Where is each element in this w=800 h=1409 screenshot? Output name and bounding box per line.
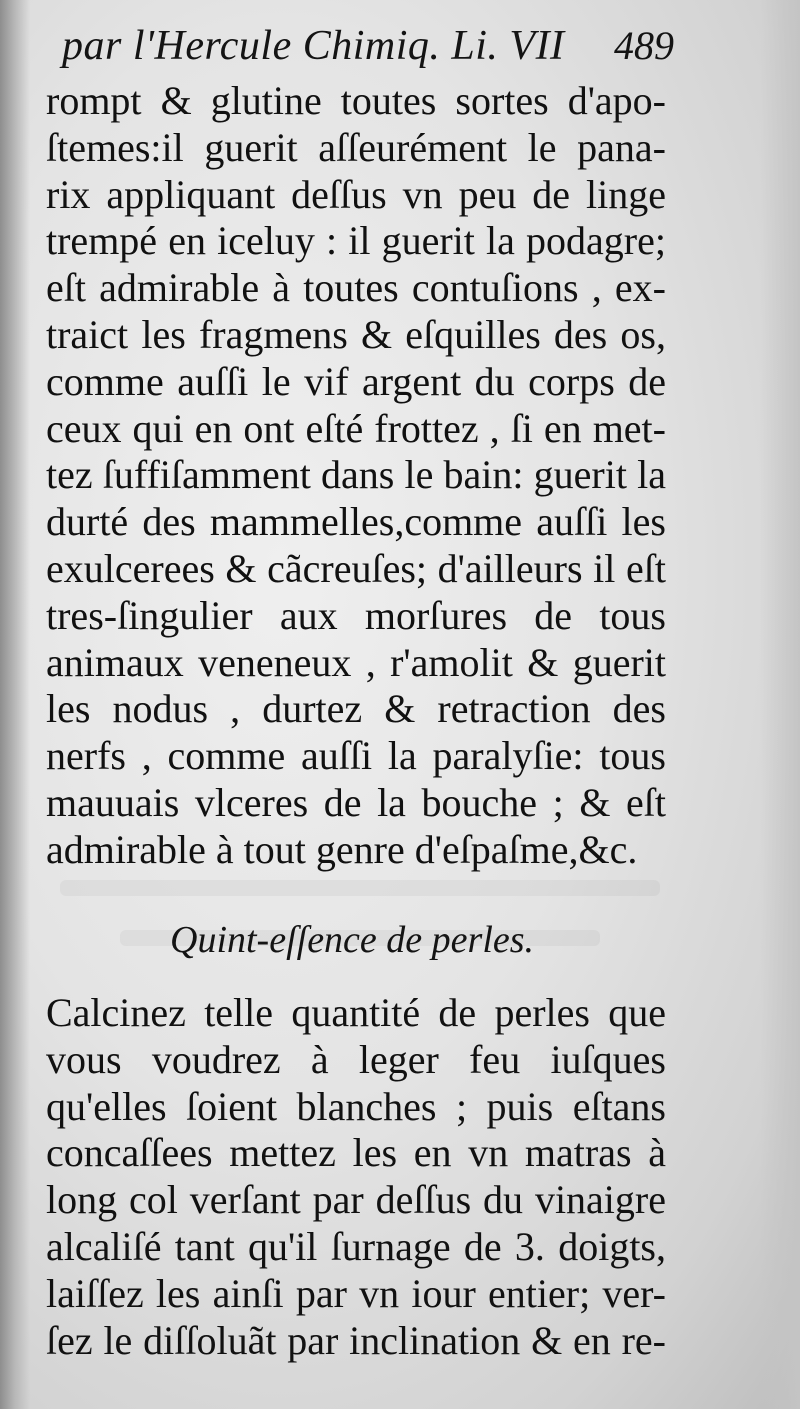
text-line: admirable à tout genre d'eſpaſme,&c.	[46, 826, 638, 872]
text-line: alcaliſé tant qu'il ſurnage de 3. doigts,	[46, 1223, 666, 1269]
text-line: rix appliquant deſſus vn peu de linge	[46, 171, 666, 217]
text-line: Calcinez telle quantité de perles que	[46, 990, 666, 1035]
text-line: animaux veneneux , r'amolit & guerit	[46, 639, 666, 685]
text-line: tez ſuffiſamment dans le bain: guerit la	[46, 452, 666, 498]
text-line: exulcerees & cãcreuſes; d'ailleurs il eſt	[46, 545, 666, 591]
text-line: tres-ſingulier aux morſures de tous	[46, 592, 666, 638]
text-line: les nodus , durtez & retraction des	[46, 686, 666, 732]
text-line: nerfs , comme auſſi la paralyſie: tous	[46, 733, 666, 779]
page-gutter-shadow	[0, 0, 30, 1409]
text-line: long col verſant par deſſus du vinaigre	[46, 1177, 666, 1223]
page-edge-shadow	[760, 0, 800, 1409]
text-line: comme auſſi le vif argent du corps de	[46, 358, 666, 404]
show-through-bleed	[60, 880, 660, 896]
text-line: traict les fragmens & eſquilles des os,	[46, 311, 666, 357]
text-line: concaſſees mettez les en vn matras à	[46, 1130, 666, 1176]
body-paragraph-2	[46, 990, 666, 1364]
text-line: vous voudrez à leger feu iuſques	[46, 1036, 666, 1082]
text-line: eſt admirable à toutes contuſions , ex-	[46, 265, 666, 311]
text-line: mauuais vlceres de la bouche ; & eſt	[46, 779, 666, 825]
text-line: qu'elles ſoient blanches ; puis eſtans	[46, 1083, 666, 1129]
running-title: par l'Hercule Chimiq. Li. VII	[62, 23, 565, 69]
section-heading: Quint-eſſence de perles.	[170, 919, 535, 961]
text-line: durté des mammelles,comme auſſi les	[46, 499, 666, 545]
text-line: rompt & glutine toutes sortes d'apo-	[46, 78, 666, 123]
page-header	[62, 22, 674, 70]
text-line: laiſſez les ainſi par vn iour entier; ver-	[46, 1270, 666, 1316]
text-line: ſez le diſſoluãt par inclination & en re-	[46, 1317, 666, 1363]
text-line: ceux qui en ont eſté frottez , ſi en met-	[46, 405, 666, 451]
page-number: 489	[614, 23, 674, 68]
text-line: ſtemes:il guerit aſſeurément le pana-	[46, 124, 666, 170]
body-paragraph-1	[46, 78, 666, 874]
text-line: trempé en iceluy : il guerit la podagre;	[46, 218, 666, 264]
